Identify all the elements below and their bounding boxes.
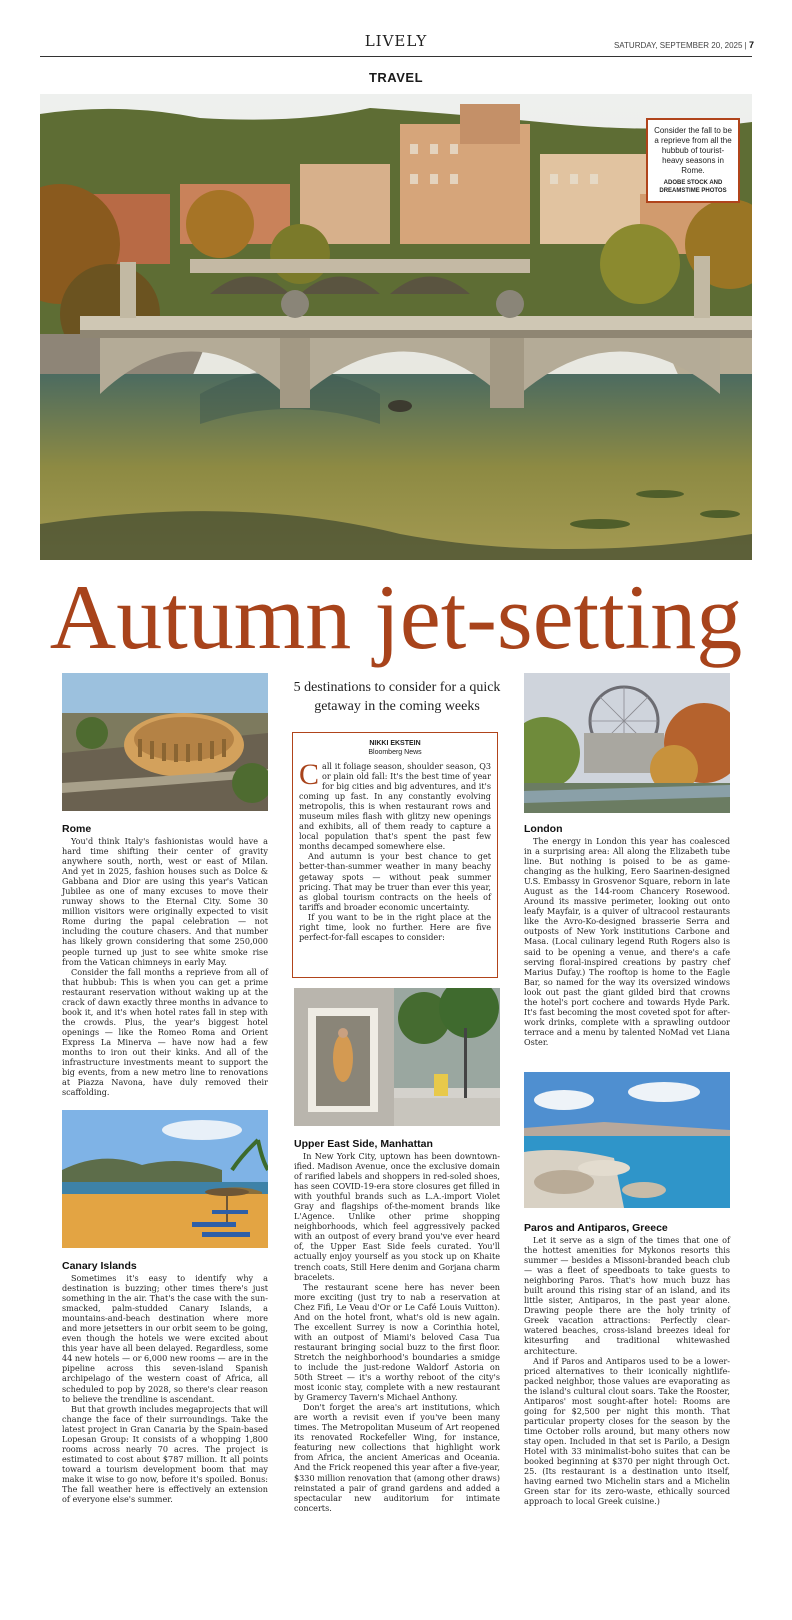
hero-photo-credit: ADOBE STOCK AND DREAMSTIME PHOTOS — [659, 180, 727, 194]
hero-photo-caption — [646, 118, 740, 203]
ues-paragraph: Don't forget the area's art institutions, which are worth a revisit even if you've been many times. The Metropolitan Museum of Art reopened its renovated Rockefeller Wing, for instance, featuring new collections that highlight work from Africa, the ancient Americas and Oceania. And the Frick reopened this year after a five-year, $330 million renovation that (among other draws) reinstated a pair of grand gardens and added a spectacular new auditorium for intimate concerts. — [294, 1402, 500, 1513]
paros-paragraph: Let it serve as a sign of the times that one of the hottest amenities for Mykonos resorts this summer — besides a Missoni-branded beach club — was a fleet of speedboats to take guests to neighboring Paros. That's how much buzz has built around this rising star of an island, and its little sister, Antiparos, in the past year alone. Drawing people there are the holy trinity of Greek vacation attractions: Perfectly clear-watered beaches, cross-island breezes ideal for kitesurfing and traditional whitewashed architecture. — [524, 1235, 730, 1356]
canary-beach-illustration — [62, 1110, 268, 1248]
canary-paragraph: Sometimes it's easy to identify why a destination is buzzing; other times there's just something in the air. That's the case with the sun-smacked, palm-studded Canary Islands, a mountains-and-beach destination where more and more jetsetters in our orbit seem to be going, even though the hotels we were excited about this year have all been delayed. Regardless, some 44 new hotels — or 6,000 new rooms — are in the pipeline across this seven-island Spanish archipelago of the western coast of Africa, all scheduled to pop by 2028, so there's clear reason to believe the trendline is ascendant. — [62, 1273, 268, 1404]
photo-london-eye — [524, 673, 730, 813]
rome-paragraph: Consider the fall months a reprieve from all of that hubbub: This is when you can get a prime restaurant reservation without waking up at the crack of dawn exactly three months in advance to book it, and it's when hotel rates fall in step with the crowds. Plus, the year's biggest hotel openings — like the Romeo Roma and Orient Express La Minerva — have now had a few months to iron out their kinks. And all of the infrastructure investments meant to support the big events, from a new metro line to renovations at Piazza Navona, have duly removed their scaffolding. — [62, 966, 268, 1098]
paros-coast-illustration — [524, 1072, 730, 1208]
ues-body — [294, 1151, 500, 1513]
ues-paragraph: The restaurant scene here has never been more exciting (just try to nab a reservation at Chez Fifi, Le Veau d'Or or Le Café Louis Vuitton). And on the hotel front, what's old is new again. The excellent Surrey is now a Corinthia hotel, with an outpost of Miami's beloved Casa Tua restaurant bringing social buzz to the first floor. Stretch the neighborhood's boundaries a smidge to include the just-redone Waldorf Astoria on 50th Street — it's a worthy reboot of the city's most iconic stay, complete with a new restaurant by Gramercy Tavern's Michael Anthony. — [294, 1281, 500, 1403]
masthead-rule — [40, 56, 752, 57]
paros-body — [524, 1235, 730, 1506]
intro-first-text: all it foliage season, shoulder season, Q3 or plain old fall: It's the best time of year for big cities and big adventures, and it's coming up fast. In any constantly evolving metropolis, this is when restaurant rows and museum miles flash with glitzy new openings and exhibits, all of them ready to capture a local population that's spent the past few months decamped somewhere else. — [299, 761, 491, 852]
photo-rome-colosseum — [62, 673, 268, 811]
london-eye-illustration — [524, 673, 730, 813]
canary-heading: Canary Islands — [62, 1260, 137, 1272]
page-number: 7 — [748, 40, 754, 50]
byline-author: NIKKI EKSTEIN — [369, 740, 421, 747]
hero-caption-text: Consider the fall to be a reprieve from all the hubbub of tourist-heavy seasons in Rome. — [654, 126, 732, 175]
date: SATURDAY, SEPTEMBER 20, 2025 | — [613, 41, 747, 50]
canary-body — [62, 1273, 268, 1504]
byline — [299, 739, 491, 757]
intro-paragraph — [299, 758, 491, 852]
intro-box — [292, 732, 498, 978]
headline: Autumn jet-setting — [49, 566, 743, 668]
photo-canary-beach — [62, 1110, 268, 1248]
upper-east-side-illustration — [294, 988, 500, 1126]
london-paragraph: The energy in London this year has coalesced in a surprising area: All along the Elizabeth tube line. But nothing is poised to be as game-changing as the hulking, Eero Saarinen-designed U.S. Embassy in Grosvenor Square, reborn in late August as the 144-room Chancery Rosewood. Around its massive perimeter, looking out onto leafy Mayfair, is a quiver of ultracool restaurants like the Avro-Ko-designed brasserie Serra and outposts of New York institutions Carbone and Masa. (Local culinary legend Ruth Rogers also is said to be opening a venue, and there's a cafe serving floral-inspired creations by pastry chef Marius Dufay.) The rooftop is home to the Eagle Bar, so named for the way its oversized windows look out past the giant gilded bird that crowns the hotel's port cochere and towards Hyde Park. It's fast becoming the most coveted spot for after-work drinks, complete with a sprawling outdoor terrace and a menu by talented NoMad vet Liana Oster. — [524, 836, 730, 1047]
paros-paragraph: And if Paros and Antiparos used to be a lower-priced alternatives to their iconically nightlife-packed neighbor, those values are evaporating as the island's cultural clout soars. Take the Rooster, Antiparos' most sought-after hotel: Rooms are going for $2,500 per night this month. That particular property closes for the season by the time October rolls around, but many others now stay open. Included in that set is Parilo, a Design Hotel with 33 minimalist-boho suites that can be booked beginning at $370 per night through Oct. 25. (Its restaurant is a destination unto itself, having earned two Michelin stars and a Michelin Green star for its zero-waste, ethically sourced approach to local Greek cuisine.) — [524, 1355, 730, 1507]
rome-body — [62, 836, 268, 1097]
london-body — [524, 836, 730, 1047]
paros-heading: Paros and Antiparos, Greece — [524, 1222, 668, 1234]
byline-outlet: Bloomberg News — [368, 749, 422, 756]
canary-paragraph: But that growth includes megaprojects that will change the face of their surroundings. Take the latest project in Gran Canaria by the Spain-based Lopesan Group: It consists of a whopping 1,800 rooms across nearly 70 acres. The project is estimated to cost about $787 million. It all points toward a tourism development boom that may make it wise to go now, before it's spoiled. Bonus: The fall weather here is effectively an extension of everyone else's summer. — [62, 1403, 268, 1505]
section-kicker: TRAVEL — [368, 70, 424, 85]
deck: 5 destinations to consider for a quick getaway in the coming weeks — [293, 680, 501, 714]
photo-upper-east-side — [294, 988, 500, 1126]
dateline — [614, 40, 754, 50]
rome-paragraph: You'd think Italy's fashionistas would have a hard time shifting their center of gravity anywhere south, north, west or east of Milan. And yet in 2025, fashion houses such as Dolce & Gabbana and Dior are using this year's Vatican Jubilee as one of many excuses to move their runway shows to the Eternal City. Some 30 million visitors were originally expected to visit Rome during the papal celebration — not including the couture chasers. And that number has likely grown considering that some 250,000 people turned up just to see white smoke rise from the Vatican chimneys in early May. — [62, 836, 268, 967]
section-name: LIVELY — [364, 32, 428, 50]
intro-paragraph: If you want to be in the right place at the right time, look no further. Here are five perfect-for-fall escapes to consider: — [299, 911, 491, 942]
london-heading: London — [524, 823, 563, 835]
colosseum-illustration — [62, 673, 268, 811]
ues-heading: Upper East Side, Manhattan — [294, 1138, 433, 1150]
intro-paragraph: And autumn is your best chance to get better-than-summer weather in many beachy getaway spots — without peak summer pricing. That may be truer than ever this year, as global tourism contracts on the heels of tariffs and broader economic uncertainty. — [299, 851, 491, 912]
rome-heading: Rome — [62, 823, 92, 835]
dropcap: C — [299, 758, 320, 791]
intro-body — [299, 758, 491, 942]
photo-paros-coast — [524, 1072, 730, 1208]
ues-paragraph: In New York City, uptown has been downtown-ified. Madison Avenue, once the exclusive domain of rarified labels and shoppers in red-soled shoes, has seen COVID-19-era store closures get filled in with youthful brands such as L.A.-import Violet Gray and flagships of-the-moment brands like L'Agence. Unlike other prime shopping neighborhoods, which feel aggressively packed with an outpost of every brand you've ever heard of, the Upper East Side feels curated. You'll actually enjoy yourself as you stock up on Khaite trench coats, Still Here denim and Gorjana charm bracelets. — [294, 1151, 500, 1282]
